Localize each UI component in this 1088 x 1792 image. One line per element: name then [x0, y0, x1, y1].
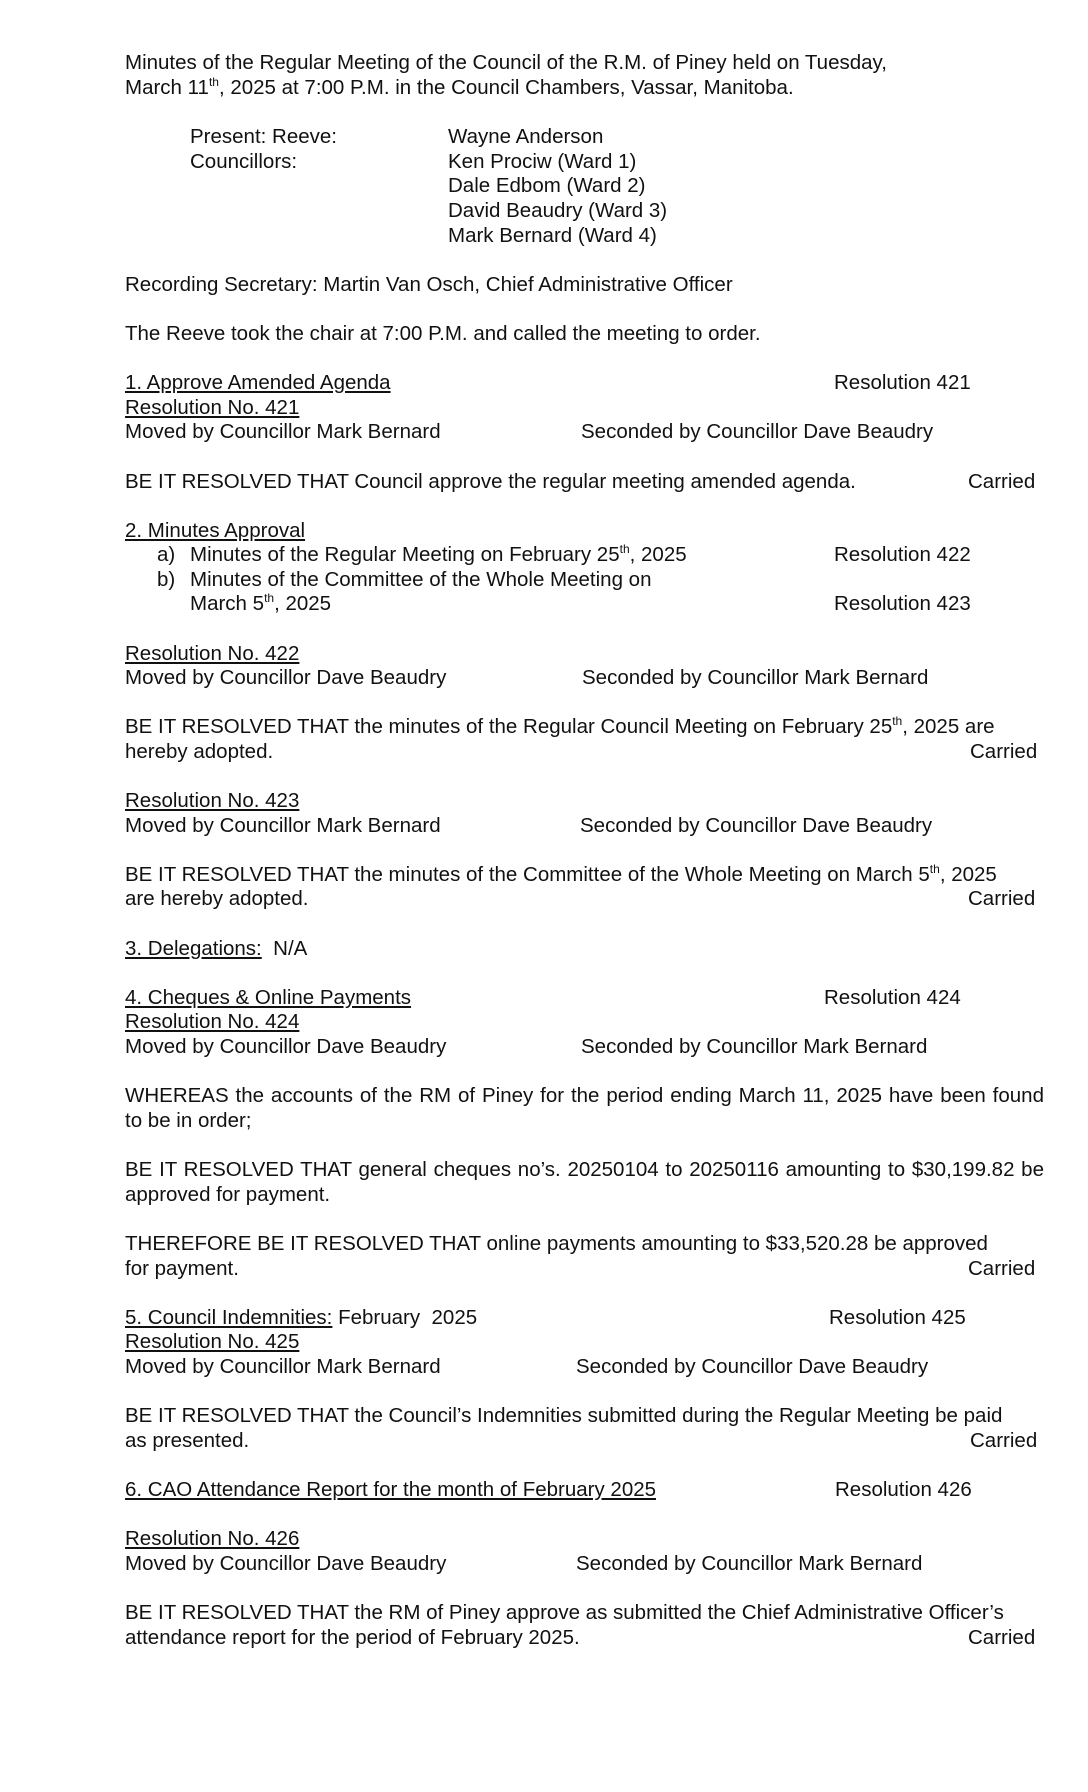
resolution-424-cheques: BE IT RESOLVED THAT general cheques no’s. 20250104 to 20250116 amounting to $30,199.82 be approved for payment.	[125, 1158, 1044, 1206]
resolution-425-seconded: Seconded by Councillor Dave Beaudry	[576, 1355, 929, 1378]
section-1-resolution-ref: Resolution 421	[834, 371, 971, 394]
item-b-post: , 2025	[274, 592, 332, 615]
section-3-line	[125, 937, 307, 962]
resolution-423-text-post: , 2025	[939, 863, 997, 886]
resolution-423-carried: Carried	[968, 887, 1036, 910]
delegations-value: N/A	[273, 937, 308, 960]
section-3-heading: 3. Delegations:	[125, 937, 262, 960]
resolution-426-text-line-2: attendance report for the period of February 2025.	[125, 1626, 580, 1649]
resolution-421-seconded: Seconded by Councillor Dave Beaudry	[581, 420, 934, 443]
resolution-422-text-pre: BE IT RESOLVED THAT the minutes of the Regular Council Meeting on February 25	[125, 715, 893, 738]
resolution-426-text-line-1: BE IT RESOLVED THAT the RM of Piney approve as submitted the Chief Administrative Officer’s	[125, 1601, 1004, 1624]
resolution-423-text-line-1	[125, 863, 997, 888]
item-a-suffix: th	[619, 542, 630, 556]
item-b-line-1: Minutes of the Committee of the Whole Meeting on	[190, 568, 652, 591]
resolution-424-number: Resolution No. 424	[125, 1010, 300, 1033]
item-b-line-2	[190, 592, 331, 617]
section-5-period: February 2025	[338, 1306, 478, 1329]
call-to-order: The Reeve took the chair at 7:00 P.M. and called the meeting to order.	[125, 322, 761, 345]
item-a-text	[190, 543, 687, 568]
resolution-422-text-suffix: th	[892, 714, 903, 728]
resolution-422-seconded: Seconded by Councillor Mark Bernard	[582, 666, 929, 689]
councillor-name: David Beaudry (Ward 3)	[448, 199, 668, 222]
resolution-422-number: Resolution No. 422	[125, 642, 300, 665]
resolution-421-number: Resolution No. 421	[125, 396, 300, 419]
resolution-424-seconded: Seconded by Councillor Mark Bernard	[581, 1035, 928, 1058]
resolution-422-text-line-2: hereby adopted.	[125, 740, 274, 763]
resolution-424-moved: Moved by Councillor Dave Beaudry	[125, 1035, 447, 1058]
resolution-422-moved: Moved by Councillor Dave Beaudry	[125, 666, 447, 689]
intro-line-1: Minutes of the Regular Meeting of the Council of the R.M. of Piney held on Tuesday,	[125, 51, 887, 74]
section-5-line	[125, 1306, 477, 1331]
resolution-423-number: Resolution No. 423	[125, 789, 300, 812]
resolution-422-carried: Carried	[970, 740, 1038, 763]
resolution-423-text-pre: BE IT RESOLVED THAT the minutes of the Committee of the Whole Meeting on March 5	[125, 863, 930, 886]
item-a-pre: Minutes of the Regular Meeting on February 25	[190, 543, 620, 566]
reeve-name: Wayne Anderson	[448, 125, 604, 148]
councillor-name: Ken Prociw (Ward 1)	[448, 150, 637, 173]
resolution-425-moved: Moved by Councillor Mark Bernard	[125, 1355, 441, 1378]
section-5-heading: 5. Council Indemnities:	[125, 1306, 333, 1329]
section-2-heading: 2. Minutes Approval	[125, 519, 306, 542]
resolution-423-text-suffix: th	[929, 862, 940, 876]
resolution-425-text-line-1: BE IT RESOLVED THAT the Council’s Indemnities submitted during the Regular Meeting be paid	[125, 1404, 1003, 1427]
item-a-post: , 2025	[629, 543, 687, 566]
resolution-424-whereas: WHEREAS the accounts of the RM of Piney for the period ending March 11, 2025 have been found to be in order;	[125, 1084, 1044, 1132]
item-b-pre: March 5	[190, 592, 265, 615]
resolution-423-seconded: Seconded by Councillor Dave Beaudry	[580, 814, 933, 837]
section-6-heading: 6. CAO Attendance Report for the month of February 2025	[125, 1478, 657, 1501]
intro-location: , 2025 at 7:00 P.M. in the Council Chambers, Vassar, Manitoba.	[218, 76, 794, 99]
resolution-426-seconded: Seconded by Councillor Mark Bernard	[576, 1552, 923, 1575]
resolution-423-moved: Moved by Councillor Mark Bernard	[125, 814, 441, 837]
resolution-423-text-line-2: are hereby adopted.	[125, 887, 309, 910]
resolution-421-moved: Moved by Councillor Mark Bernard	[125, 420, 441, 443]
section-1-heading: 1. Approve Amended Agenda	[125, 371, 391, 394]
recording-secretary: Recording Secretary: Martin Van Osch, Chief Administrative Officer	[125, 273, 733, 296]
councillor-name: Dale Edbom (Ward 2)	[448, 174, 646, 197]
intro-date: March 11	[125, 76, 209, 99]
intro-date-suffix: th	[208, 75, 219, 89]
resolution-426-carried: Carried	[968, 1626, 1036, 1649]
section-4-resolution-ref: Resolution 424	[824, 986, 961, 1009]
resolution-422-text-line-1	[125, 715, 995, 740]
resolution-424-carried: Carried	[968, 1257, 1036, 1280]
resolution-425-text-line-2: as presented.	[125, 1429, 250, 1452]
section-5-resolution-ref: Resolution 425	[829, 1306, 966, 1329]
resolution-425-number: Resolution No. 425	[125, 1330, 300, 1353]
resolution-425-carried: Carried	[970, 1429, 1038, 1452]
item-a-marker: a)	[157, 543, 176, 566]
resolution-426-number: Resolution No. 426	[125, 1527, 300, 1550]
resolution-421-text: BE IT RESOLVED THAT Council approve the regular meeting amended agenda.	[125, 470, 856, 493]
item-b-resolution: Resolution 423	[834, 592, 971, 615]
item-b-marker: b)	[157, 568, 176, 591]
resolution-422-text-post: , 2025 are	[902, 715, 995, 738]
resolution-426-moved: Moved by Councillor Dave Beaudry	[125, 1552, 447, 1575]
councillors-label: Councillors:	[190, 150, 298, 173]
section-4-heading: 4. Cheques & Online Payments	[125, 986, 412, 1009]
resolution-421-carried: Carried	[968, 470, 1036, 493]
intro-line-2	[125, 76, 794, 101]
resolution-424-online-line-2: for payment.	[125, 1257, 239, 1280]
reeve-label: Present: Reeve:	[190, 125, 337, 148]
item-a-resolution: Resolution 422	[834, 543, 971, 566]
resolution-424-online-line-1: THEREFORE BE IT RESOLVED THAT online payments amounting to $33,520.28 be approved	[125, 1232, 988, 1255]
councillor-name: Mark Bernard (Ward 4)	[448, 224, 657, 247]
item-b-suffix: th	[264, 591, 275, 605]
section-6-resolution-ref: Resolution 426	[835, 1478, 972, 1501]
